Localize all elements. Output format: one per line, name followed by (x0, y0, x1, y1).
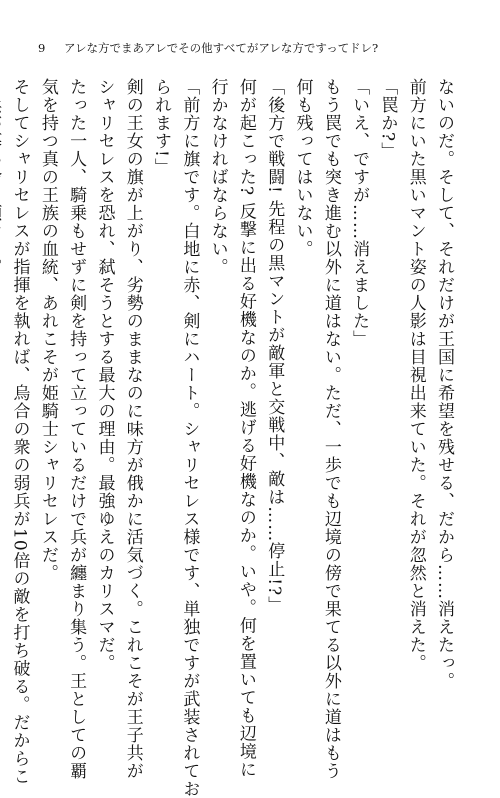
text-line: 「前方に旗です。白地に赤、剣にハート。シャリセレス様です、単独ですが武装されてお (179, 78, 200, 798)
text-line: シャリセレスを恐れ、弑そうとする最大の理由。最強ゆえのカリスマだ。 (94, 78, 115, 672)
running-title: アレな方でまあアレでその他すべてがアレな方ですってドレ? (64, 41, 379, 55)
text-line: たった一人、騎乗もせずに剣を持って立っているだけで兵が纏まり集う。王としての覇 (66, 78, 87, 780)
text-line: 「いえ、ですが……消えました」 (349, 78, 370, 348)
text-line: 何も残ってはいない。 (292, 78, 313, 258)
text-line: られます!」 (151, 78, 172, 176)
text-line: 気を持つ真の王族の血統、あれこそが姫騎士シャリセレスだ。 (37, 78, 58, 582)
text-line: 「罠か?」 (377, 78, 398, 161)
running-header (38, 40, 378, 56)
text-line: そしてシャリセレスが指揮を執れば、烏合の衆の弱兵が10倍の敵を打ち破る。だからこ (9, 78, 30, 786)
text-line: 何が起こった? 反撃に出る好機なのか。逃げる好機なのか。いや。何を置いても辺境に (235, 78, 256, 779)
text-line: 行かなければならない。 (207, 78, 228, 276)
text-line: ないのだ。そして、それだけが王国に希望を残せる、だから……消えたっ。 (434, 78, 454, 690)
text-line: 剣の王女の旗が上がり、劣勢のままなのに味方が俄かに活気づく。これこそが王子共が (122, 78, 143, 780)
body-text (9, 78, 458, 798)
page-number: 9 (38, 41, 46, 55)
text-line: 「後方で戦闘! 先程の黒マントが敵軍と交戦中、敵は……停止!?」 (264, 78, 285, 615)
text-line: 前方にいた黒いマント姿の人影は目視出来ていた。それが忽然と消えた。 (405, 78, 426, 672)
text-line: もう罠でも突き進む以外に道はない。ただ、一歩でも辺境の傍で果てる以外に道はもう (320, 78, 341, 780)
